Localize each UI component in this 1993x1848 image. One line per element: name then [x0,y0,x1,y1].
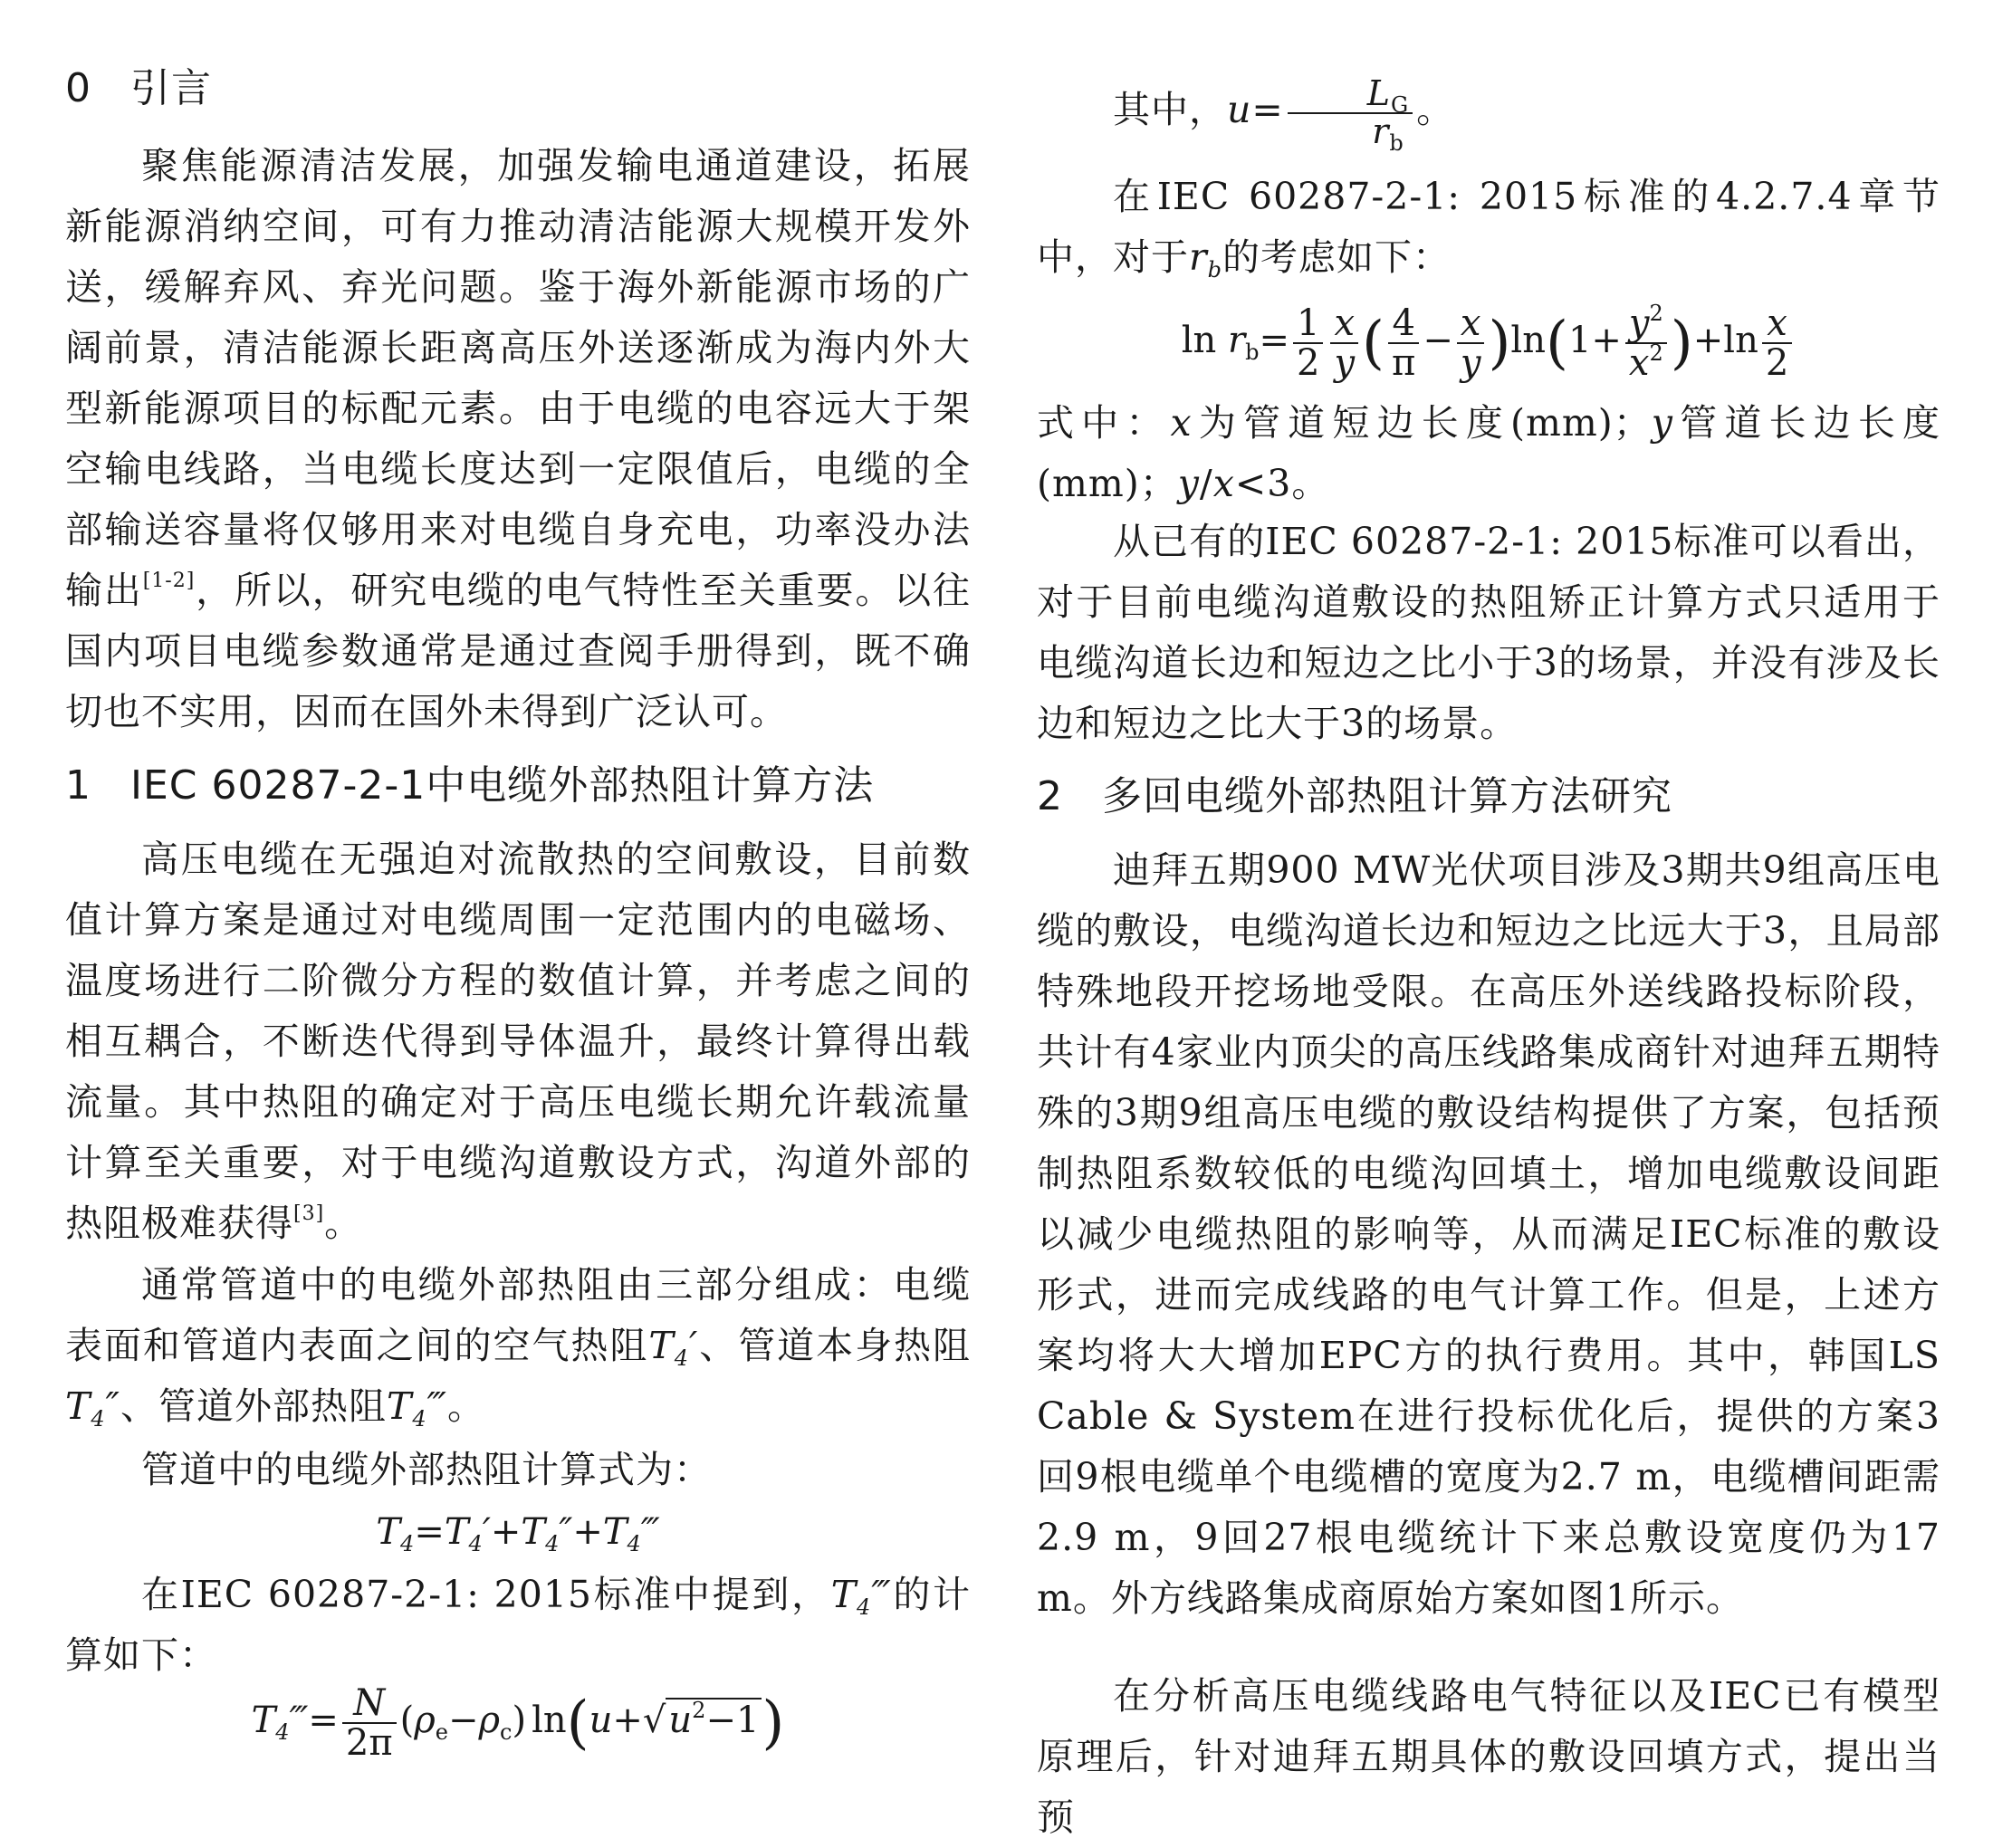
section-number: 0 [65,65,91,111]
section-title: IEC 60287-2-1中电缆外部热阻计算方法 [130,762,875,809]
paragraph-text: 在IEC 60287-2-1: 2015标准的4.2.7.4章节中，对于 [1037,175,1940,279]
citation: [3] [293,1202,325,1225]
right-paragraph-2: 式中：x为管道短边长度(mm)；y管道长边长度(mm)；y/x<3。 [1037,401,1941,505]
section-1-heading [65,759,971,813]
symbol-rb: $r_b$ [1189,235,1222,282]
symbol-T4pp: $T_4''$ [65,1384,120,1431]
section-2-paragraph-1: 迪拜五期900 MW光伏项目涉及3期共9组高压电缆的敷设，电缆沟道长边和短边之比远大于3，且局部特殊地段开挖场地受限。在高压外送线路投标阶段，共计有4家业内顶尖的高压线路集成商针对迪拜五期特殊的3期9组高压电缆的敷设结构提供了方案，包括预制热阻系数较低的电缆沟回填土，增加电缆敷设间距以减少电缆热阻的影响等，从而满足IEC标准的敷设形式，进而完成线路的电气计算工作。但是，上述方案均将大大增加EPC方的执行费用。其中，韩国LS Cable & System在进行投标优化后，提供的方案3回9根电缆单个电缆槽的宽度为2.7 m，电缆槽间距需2.9 m，9回27根电缆统计下来总敷设宽度仍为17 m。外方线路集成商原始方案如图1所示。 [1037,848,1940,1620]
intro-text: 聚焦能源清洁发展，加强发输电通道建设，拓展新能源消纳空间，可有力推动清洁能源大规模开发外送，缓解弃风、弃光问题。鉴于海外新能源市场的广阔前景，清洁能源长距离高压外送逐渐成为海内外大型新能源项目的标配元素。由于电缆的电容远大于架空输电线路，当电缆长度达到一定限值后，电缆的全部输送容量将仅够用来对电缆自身充电，功率没办法输出 [65,144,971,612]
paragraph-text: 、管道外部热阻 [120,1384,387,1428]
equation-3: $\ln r_b=$ $\frac{1}{2}$ $\frac{x}{y}$ ( $\frac{4}{\pi}$ − $\frac{x}{y}$ )ln(1+ $\frac{y^2}{x^2}$ )+ln $\frac{x}{2}$ [1037,297,1940,384]
paragraph-text: 在IEC 60287-2-1: 2015标准中提到， [141,1573,831,1616]
section-2-paragraph-2: 在分析高压电缆线路电气特征以及IEC已有模型原理后，针对迪拜五期具体的敷设回填方式，提出当预 [1037,1674,1940,1839]
equation-1: $T_4=T_4'+T_4''+T_4‴$ [376,1511,660,1556]
equation-2: $T_4‴=$ $\frac{N}{2\pi}$ $(\rho_e-\rho_c)$ $\ln(u+√u^2-1)$ [251,1682,785,1764]
where-u-line: 其中，u= $\frac{L_G}{r_b}$ 。 [1113,72,1455,156]
paragraph-text: 为管道短边长度(mm)； [1192,401,1652,445]
paragraph-text: 管道长边长度(mm)； [1037,401,1941,505]
symbol-T4ppp: $T_4‴$ [830,1573,892,1620]
section-1-paragraph-4 [65,1565,971,1686]
section-number: 2 [1037,773,1063,819]
paragraph-text: 。 [446,1384,485,1428]
paragraph-text: 、管道本身热阻 [698,1324,972,1367]
section-0-heading [65,62,971,116]
paragraph-text: 式中： [1037,401,1171,445]
section-1-paragraph-2 [65,1255,971,1437]
paragraph-text: <3。 [1234,462,1330,505]
left-column [65,0,971,1804]
paragraph-text: 。 [1416,88,1455,131]
paragraph-text: 其中， [1113,88,1227,131]
symbol-T4ppp: $T_4‴$ [386,1384,447,1431]
right-paragraph-3: 从已有的IEC 60287-2-1: 2015标准可以看出，对于目前电缆沟道敷设的热阻矫正计算方式只适用于电缆沟道长边和短边之比小于3的场景，并没有涉及长边和短边之比大于3的场景。 [1037,520,1940,745]
paragraph-text: 的计算如下： [65,1573,971,1677]
paragraph-text: 的考虑如下： [1222,235,1451,279]
section-title: 引言 [130,65,212,111]
intro-paragraph [65,136,971,742]
citation: [1-2] [142,570,196,592]
symbol-T4p: $T_4'$ [648,1324,699,1371]
paragraph-text: 通常管道中的电缆外部热阻由三部分组成：电缆表面和管道内表面之间的空气热阻 [65,1263,971,1367]
section-2-heading [1037,770,1940,824]
section-1-paragraph-3: 管道中的电缆外部热阻计算式为： [141,1448,712,1491]
intro-text-end: ，所以，研究电缆的电气特性至关重要。以往国内项目电缆参数通常是通过查阅手册得到，既不确切也不实用，因而在国外未得到广泛认可。 [65,569,972,733]
paragraph-text: 高压电缆在无强迫对流散热的空间敷设，目前数值计算方案是通过对电缆周围一定范围内的电磁场、温度场进行二阶微分方程的数值计算，并考虑之间的相互耦合，不断迭代得到导体温升，最终计算得出载流量。其中热阻的确定对于高压电缆长期允许载流量计算至关重要，对于电缆沟道敷设方式，沟道外部的热阻极难获得 [65,838,971,1245]
paragraph-text-end: 。 [324,1202,363,1245]
right-column [1037,0,1941,1839]
right-paragraph-1 [1037,167,1940,288]
section-1-paragraph-1 [65,829,971,1254]
section-title: 多回电缆外部热阻计算方法研究 [1102,773,1672,819]
section-number: 1 [65,762,91,809]
